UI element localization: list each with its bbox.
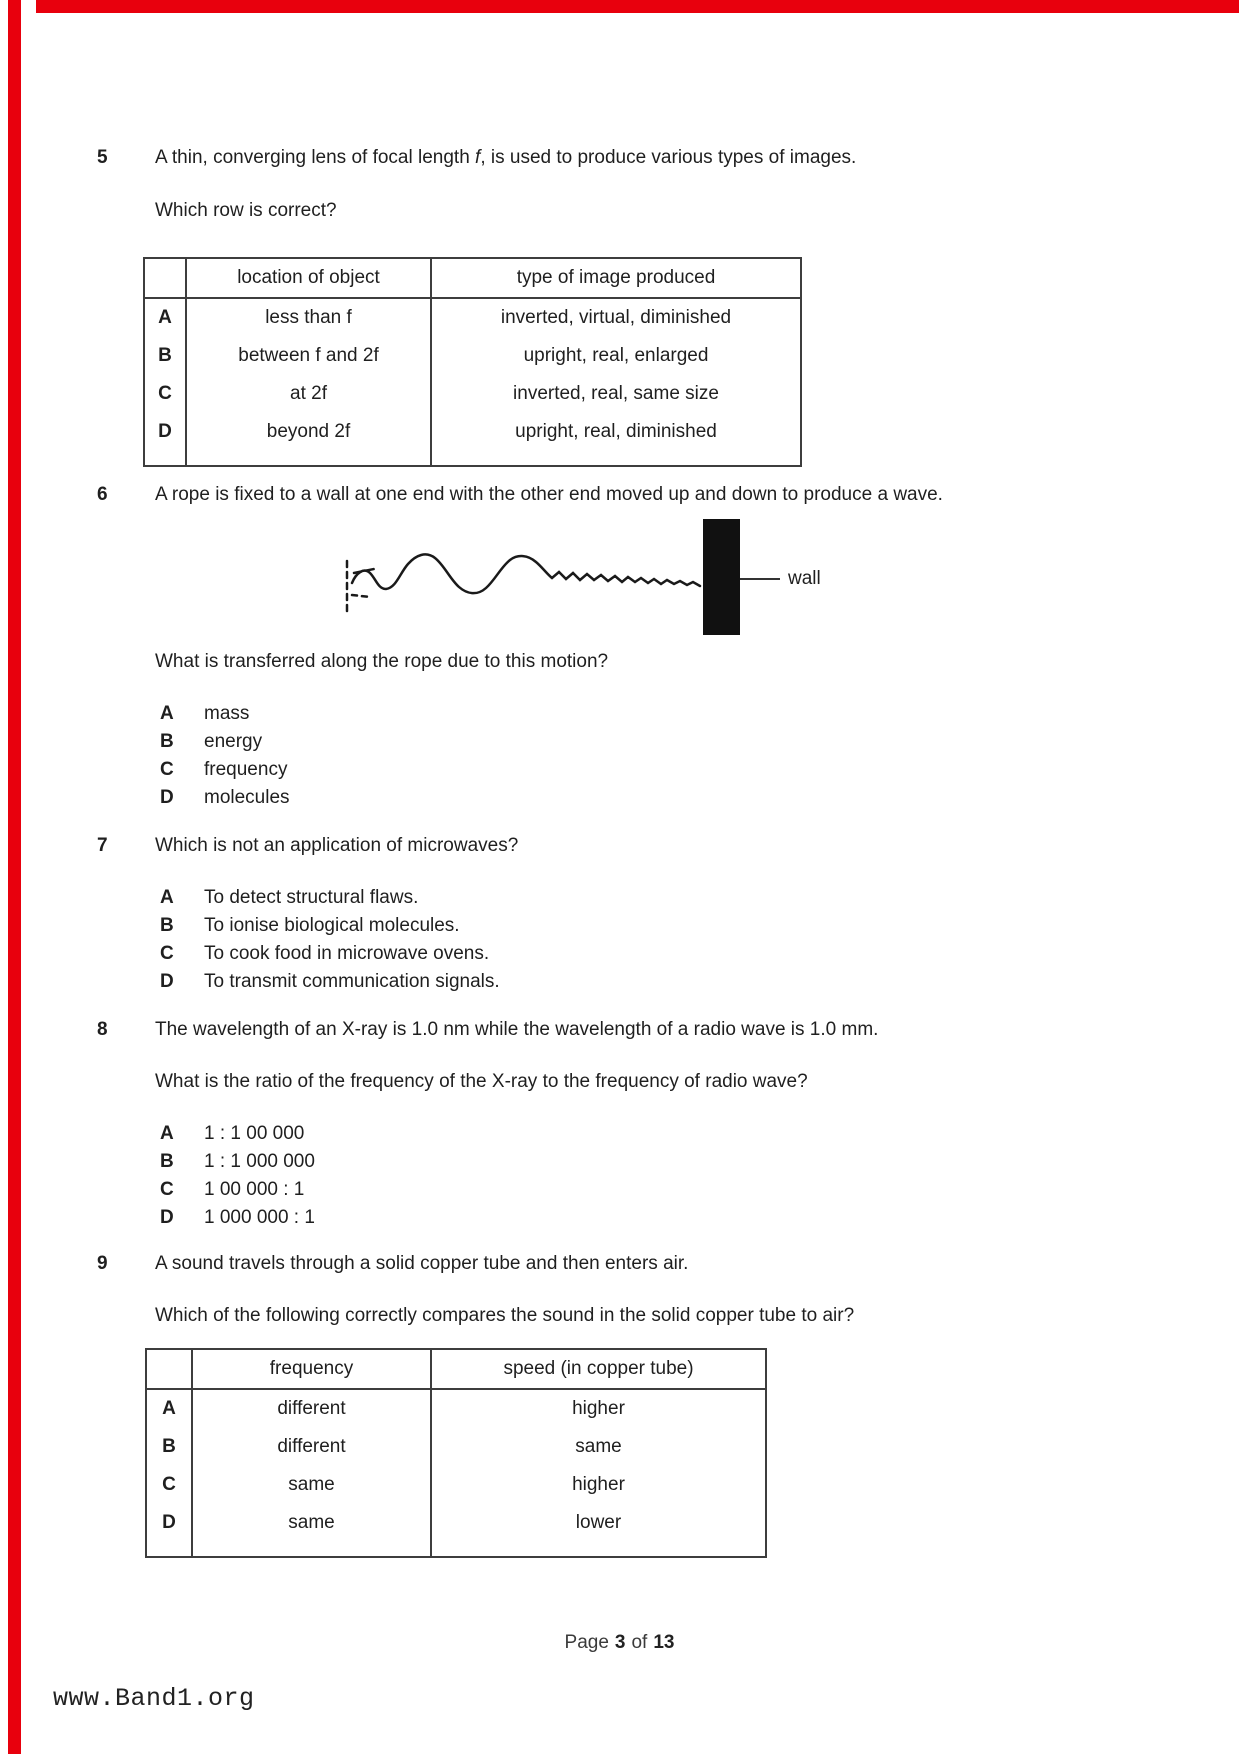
rope-path	[352, 554, 700, 593]
q6-option-a-text: mass	[204, 703, 250, 724]
table-row	[144, 298, 801, 337]
q5-row-a-label: A	[158, 307, 172, 328]
q5-row-c-location: at 2f	[186, 375, 431, 413]
q5-row-c-image: inverted, real, same size	[431, 375, 801, 413]
q8-option-c-text: 1 00 000 : 1	[204, 1179, 305, 1200]
q9-row-c-label: C	[162, 1474, 176, 1495]
q9-row-b-frequency: different	[192, 1428, 431, 1466]
q6-option-c	[160, 758, 287, 781]
question-9-number: 9	[97, 1253, 108, 1274]
table-row	[144, 375, 801, 413]
q8-option-d-letter: D	[160, 1207, 174, 1228]
q9-row-c-frequency: same	[192, 1466, 431, 1504]
q6-option-a	[160, 702, 249, 725]
q8-option-c-letter: C	[160, 1179, 174, 1200]
q7-option-d	[160, 970, 500, 993]
q9-row-b-speed: same	[431, 1428, 766, 1466]
table-spacer-row	[144, 451, 801, 466]
q6-option-d-text: molecules	[204, 787, 290, 808]
q5-row-c-label: C	[158, 383, 172, 404]
q5-row-d-location: beyond 2f	[186, 413, 431, 451]
q9-row-d-label: D	[162, 1512, 176, 1533]
q6-option-a-letter: A	[160, 703, 174, 724]
question-8-text: The wavelength of an X-ray is 1.0 nm while the wavelength of a radio wave is 1.0 mm.	[155, 1019, 879, 1040]
q8-option-a-text: 1 : 1 00 000	[204, 1123, 305, 1144]
red-scan-edge-top	[36, 0, 1239, 13]
table-spacer-row	[146, 1542, 766, 1557]
q9-table-header-blank	[146, 1349, 192, 1389]
question-8-subtext: What is the ratio of the frequency of the X-ray to the frequency of radio wave?	[155, 1071, 808, 1092]
q9-row-b-label: B	[162, 1436, 176, 1457]
q5-table-header-row	[144, 258, 801, 298]
wall-bar	[703, 519, 740, 635]
question-6-number: 6	[97, 484, 108, 505]
question-9-subtext: Which of the following correctly compares the sound in the solid copper tube to air?	[155, 1305, 855, 1326]
question-6-text: A rope is fixed to a wall at one end with the other end moved up and down to produce a wave.	[155, 484, 943, 505]
q7-option-c-letter: C	[160, 943, 174, 964]
table-row	[144, 413, 801, 451]
q6-option-d-letter: D	[160, 787, 174, 808]
question-5-text-pre: A thin, converging lens of focal length	[155, 147, 476, 168]
q8-option-a-letter: A	[160, 1123, 174, 1144]
question-5-text	[155, 146, 856, 169]
footer-page-total: 13	[653, 1632, 675, 1653]
q8-option-d	[160, 1206, 315, 1229]
q7-option-c	[160, 942, 489, 965]
q9-row-c-speed: higher	[431, 1466, 766, 1504]
q7-option-a-letter: A	[160, 887, 174, 908]
table-row	[144, 337, 801, 375]
question-5-number: 5	[97, 147, 108, 168]
question-5-text-post: , is used to produce various types of images.	[480, 147, 857, 168]
q5-row-a-location: less than f	[186, 298, 431, 337]
q7-option-d-text: To transmit communication signals.	[204, 971, 500, 992]
q9-row-d-speed: lower	[431, 1504, 766, 1542]
table-row	[146, 1504, 766, 1542]
q8-option-b-letter: B	[160, 1151, 174, 1172]
question-9-text: A sound travels through a solid copper tube and then enters air.	[155, 1253, 689, 1274]
q9-answer-table	[145, 1348, 767, 1558]
q6-option-b-letter: B	[160, 731, 174, 752]
q7-option-b-text: To ionise biological molecules.	[204, 915, 460, 936]
hand-motion-marks	[347, 561, 374, 611]
wall-label: wall	[788, 568, 821, 589]
q9-row-a-speed: higher	[431, 1389, 766, 1428]
q7-option-a	[160, 886, 418, 909]
q5-row-b-location: between f and 2f	[186, 337, 431, 375]
q9-table-header-speed: speed (in copper tube)	[431, 1349, 766, 1389]
q5-row-a-image: inverted, virtual, diminished	[431, 298, 801, 337]
table-row	[146, 1466, 766, 1504]
q5-row-d-label: D	[158, 421, 172, 442]
q6-option-b	[160, 730, 262, 753]
q6-option-c-letter: C	[160, 759, 174, 780]
q9-table-header-frequency: frequency	[192, 1349, 431, 1389]
q6-option-d	[160, 786, 290, 809]
q5-row-d-image: upright, real, diminished	[431, 413, 801, 451]
q7-option-a-text: To detect structural flaws.	[204, 887, 419, 908]
red-scan-edge-left	[8, 0, 21, 1754]
q8-option-b	[160, 1150, 315, 1173]
q5-table-header-location: location of object	[186, 258, 431, 298]
question-5-subtext: Which row is correct?	[155, 200, 337, 221]
q8-option-d-text: 1 000 000 : 1	[204, 1207, 315, 1228]
q7-option-b-letter: B	[160, 915, 174, 936]
question-7-number: 7	[97, 835, 108, 856]
q8-option-c	[160, 1178, 304, 1201]
question-8-number: 8	[97, 1019, 108, 1040]
page-number-footer	[0, 1632, 1239, 1654]
q9-row-a-frequency: different	[192, 1389, 431, 1428]
rope-wave-diagram	[340, 517, 810, 657]
question-5-text-italic-f: f	[475, 147, 481, 168]
q5-answer-table	[143, 257, 802, 467]
footer-of-label: of	[631, 1632, 648, 1653]
footer-page-label: Page	[564, 1632, 609, 1653]
q5-row-b-label: B	[158, 345, 172, 366]
q5-table-header-image-type: type of image produced	[431, 258, 801, 298]
q7-option-b	[160, 914, 460, 937]
question-7-text: Which is not an application of microwaves?	[155, 835, 519, 856]
q8-option-a	[160, 1122, 304, 1145]
site-watermark: www.Band1.org	[53, 1684, 255, 1713]
question-6-subtext: What is transferred along the rope due to this motion?	[155, 651, 609, 672]
q9-table-header-row	[146, 1349, 766, 1389]
q5-table-header-blank	[144, 258, 186, 298]
q6-option-b-text: energy	[204, 731, 263, 752]
q7-option-c-text: To cook food in microwave ovens.	[204, 943, 490, 964]
q5-row-b-image: upright, real, enlarged	[431, 337, 801, 375]
footer-page-current: 3	[614, 1632, 626, 1653]
table-row	[146, 1428, 766, 1466]
q7-option-d-letter: D	[160, 971, 174, 992]
q9-row-a-label: A	[162, 1398, 176, 1419]
q6-option-c-text: frequency	[204, 759, 288, 780]
table-row	[146, 1389, 766, 1428]
q9-row-d-frequency: same	[192, 1504, 431, 1542]
q8-option-b-text: 1 : 1 000 000	[204, 1151, 315, 1172]
